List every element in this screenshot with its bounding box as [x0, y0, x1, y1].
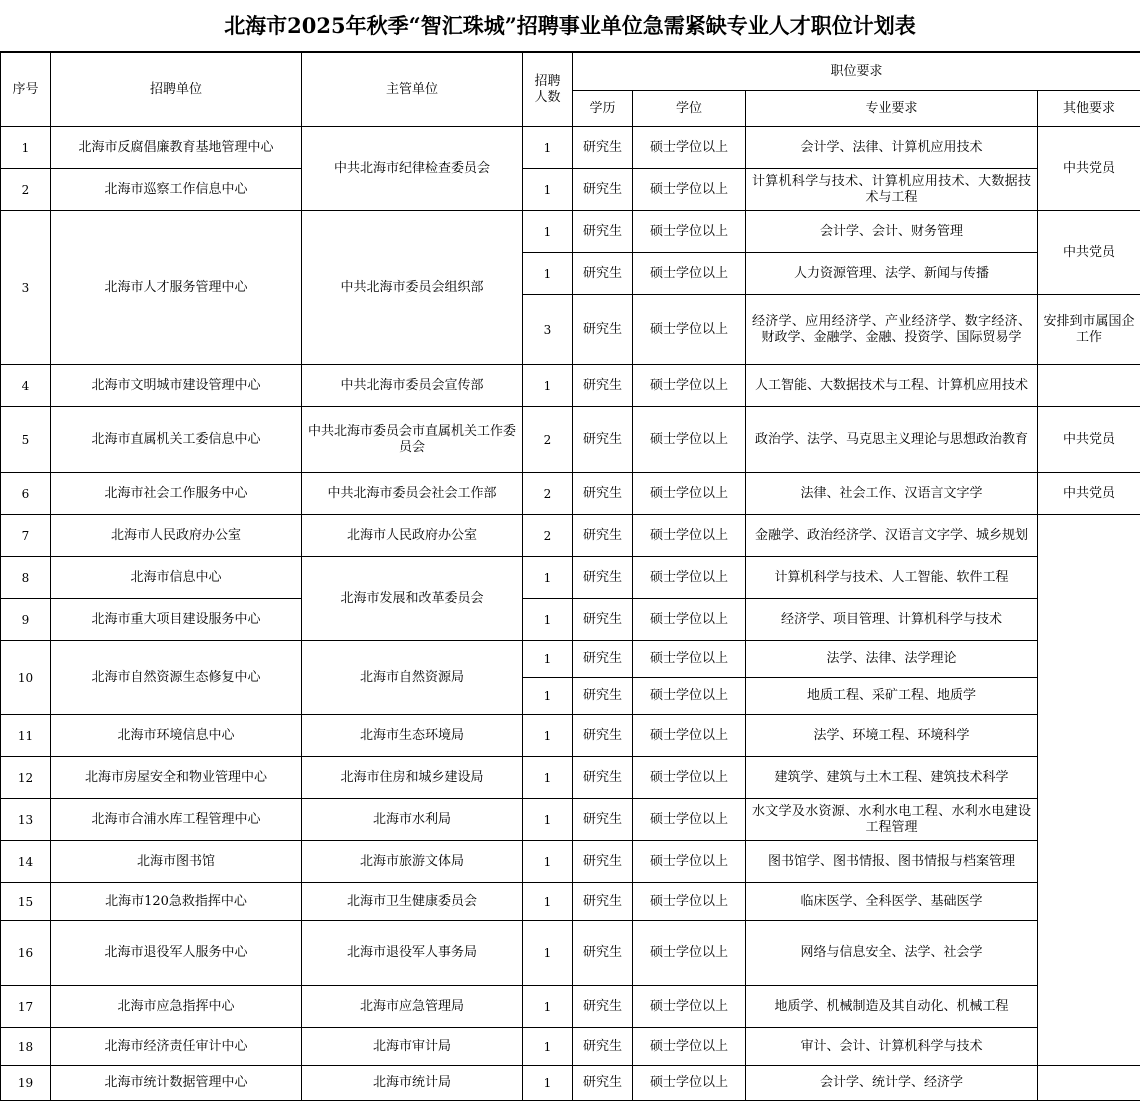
unit-cell: 北海市房屋安全和物业管理中心 [51, 757, 302, 799]
major-cell [746, 921, 1038, 986]
unit-cell: 北海市人民政府办公室 [51, 515, 302, 557]
degree-cell: 硕士学位以上 [633, 515, 746, 557]
seq-cell: 6 [1, 473, 51, 515]
count-cell: 1 [523, 641, 573, 678]
education-cell: 研究生 [573, 211, 633, 253]
degree-cell: 硕士学位以上 [633, 715, 746, 757]
degree-cell: 硕士学位以上 [633, 295, 746, 365]
major-cell [746, 557, 1038, 599]
education-cell: 研究生 [573, 715, 633, 757]
degree-cell: 硕士学位以上 [633, 921, 746, 986]
admin-cell: 中共北海市委员会市直属机关工作委员会 [302, 407, 523, 473]
unit-cell: 北海市文明城市建设管理中心 [51, 365, 302, 407]
table-row [1, 211, 1140, 253]
education-cell: 研究生 [573, 757, 633, 799]
major-cell [746, 715, 1038, 757]
education-cell: 研究生 [573, 407, 633, 473]
seq-cell: 15 [1, 883, 51, 921]
other-cell: 中共党员 [1038, 473, 1140, 515]
table-row [1, 986, 1140, 1028]
header-count-label: 招聘人数 [533, 74, 563, 106]
major-text: 图书馆学、图书情报、图书情报与档案管理 [752, 854, 1031, 870]
other-cell: 中共党员 [1038, 211, 1140, 295]
major-text: 法律、社会工作、汉语言文字学 [752, 486, 1031, 502]
major-text: 会计学、法律、计算机应用技术 [752, 140, 1031, 156]
table-row [1, 365, 1140, 407]
count-cell: 1 [523, 211, 573, 253]
page-title: 北海市2025年秋季“智汇珠城”招聘事业单位急需紧缺专业人才职位计划表 [0, 0, 1140, 52]
degree-cell: 硕士学位以上 [633, 1066, 746, 1101]
unit-cell: 北海市自然资源生态修复中心 [51, 641, 302, 715]
seq-cell: 11 [1, 715, 51, 757]
education-cell: 研究生 [573, 678, 633, 715]
header-other: 其他要求 [1038, 91, 1140, 127]
major-cell [746, 169, 1038, 211]
unit-cell: 北海市巡察工作信息中心 [51, 169, 302, 211]
education-cell: 研究生 [573, 599, 633, 641]
positions-table [0, 52, 1140, 1101]
education-cell: 研究生 [573, 986, 633, 1028]
major-cell [746, 473, 1038, 515]
unit-cell: 北海市应急指挥中心 [51, 986, 302, 1028]
seq-cell: 7 [1, 515, 51, 557]
education-cell: 研究生 [573, 799, 633, 841]
table-row [1, 841, 1140, 883]
seq-cell: 4 [1, 365, 51, 407]
degree-cell: 硕士学位以上 [633, 365, 746, 407]
major-text: 审计、会计、计算机科学与技术 [752, 1039, 1031, 1055]
unit-cell: 北海市合浦水库工程管理中心 [51, 799, 302, 841]
degree-cell: 硕士学位以上 [633, 557, 746, 599]
major-text: 地质工程、采矿工程、地质学 [752, 688, 1031, 704]
admin-cell: 中共北海市纪律检查委员会 [302, 127, 523, 211]
count-cell: 2 [523, 515, 573, 557]
seq-cell: 18 [1, 1028, 51, 1066]
seq-cell: 14 [1, 841, 51, 883]
degree-cell: 硕士学位以上 [633, 1028, 746, 1066]
admin-cell: 北海市自然资源局 [302, 641, 523, 715]
major-text: 建筑学、建筑与土木工程、建筑技术科学 [752, 770, 1031, 786]
major-text: 网络与信息安全、法学、社会学 [752, 945, 1031, 961]
admin-cell: 北海市住房和城乡建设局 [302, 757, 523, 799]
degree-cell: 硕士学位以上 [633, 841, 746, 883]
count-cell: 1 [523, 715, 573, 757]
degree-cell: 硕士学位以上 [633, 407, 746, 473]
education-cell: 研究生 [573, 515, 633, 557]
other-cell [1038, 365, 1140, 407]
count-cell: 1 [523, 1066, 573, 1101]
seq-cell: 2 [1, 169, 51, 211]
table-row [1, 557, 1140, 599]
education-cell: 研究生 [573, 883, 633, 921]
education-cell: 研究生 [573, 641, 633, 678]
major-cell [746, 295, 1038, 365]
admin-cell: 北海市退役军人事务局 [302, 921, 523, 986]
table-row [1, 599, 1140, 641]
unit-cell: 北海市反腐倡廉教育基地管理中心 [51, 127, 302, 169]
major-text: 经济学、应用经济学、产业经济学、数字经济、财政学、金融学、金融、投资学、国际贸易学 [752, 314, 1031, 346]
major-text: 计算机科学与技术、人工智能、软件工程 [752, 570, 1031, 586]
table-row [1, 641, 1140, 678]
seq-cell: 17 [1, 986, 51, 1028]
major-cell [746, 515, 1038, 557]
major-text: 人力资源管理、法学、新闻与传播 [752, 266, 1031, 282]
count-cell: 1 [523, 921, 573, 986]
degree-cell: 硕士学位以上 [633, 799, 746, 841]
admin-cell: 北海市生态环境局 [302, 715, 523, 757]
major-cell [746, 641, 1038, 678]
major-text: 会计学、会计、财务管理 [752, 224, 1031, 240]
degree-cell: 硕士学位以上 [633, 169, 746, 211]
major-text: 地质学、机械制造及其自动化、机械工程 [752, 999, 1031, 1015]
unit-cell: 北海市120急救指挥中心 [51, 883, 302, 921]
admin-cell: 北海市人民政府办公室 [302, 515, 523, 557]
degree-cell: 硕士学位以上 [633, 641, 746, 678]
table-row [1, 169, 1140, 211]
count-cell: 1 [523, 253, 573, 295]
major-cell [746, 127, 1038, 169]
education-cell: 研究生 [573, 365, 633, 407]
major-text: 会计学、统计学、经济学 [752, 1075, 1031, 1091]
major-text: 金融学、政治经济学、汉语言文字学、城乡规划 [752, 528, 1031, 544]
unit-cell: 北海市社会工作服务中心 [51, 473, 302, 515]
education-cell: 研究生 [573, 1066, 633, 1101]
education-cell: 研究生 [573, 127, 633, 169]
header-unit: 招聘单位 [51, 53, 302, 127]
admin-cell: 中共北海市委员会宣传部 [302, 365, 523, 407]
header-requirements: 职位要求 [573, 53, 1140, 91]
header-education: 学历 [573, 91, 633, 127]
unit-cell: 北海市信息中心 [51, 557, 302, 599]
seq-cell: 1 [1, 127, 51, 169]
count-cell: 1 [523, 799, 573, 841]
count-cell: 1 [523, 986, 573, 1028]
major-cell [746, 599, 1038, 641]
table-row [1, 921, 1140, 986]
admin-cell: 北海市水利局 [302, 799, 523, 841]
table-row [1, 473, 1140, 515]
seq-cell: 5 [1, 407, 51, 473]
table-row [1, 799, 1140, 841]
education-cell: 研究生 [573, 295, 633, 365]
table-row [1, 757, 1140, 799]
count-cell: 1 [523, 169, 573, 211]
major-cell [746, 407, 1038, 473]
count-cell: 1 [523, 1028, 573, 1066]
other-cell: 中共党员 [1038, 407, 1140, 473]
table-row [1, 515, 1140, 557]
major-text: 法学、环境工程、环境科学 [752, 728, 1031, 744]
seq-cell: 12 [1, 757, 51, 799]
major-cell [746, 365, 1038, 407]
degree-cell: 硕士学位以上 [633, 127, 746, 169]
degree-cell: 硕士学位以上 [633, 473, 746, 515]
major-cell [746, 757, 1038, 799]
count-cell: 1 [523, 841, 573, 883]
other-cell: 中共党员 [1038, 127, 1140, 211]
count-cell: 1 [523, 365, 573, 407]
admin-cell: 北海市发展和改革委员会 [302, 557, 523, 641]
header-degree: 学位 [633, 91, 746, 127]
major-cell [746, 678, 1038, 715]
header-major: 专业要求 [746, 91, 1038, 127]
admin-cell: 北海市旅游文体局 [302, 841, 523, 883]
education-cell: 研究生 [573, 557, 633, 599]
admin-cell: 中共北海市委员会组织部 [302, 211, 523, 365]
table-row [1, 883, 1140, 921]
education-cell: 研究生 [573, 841, 633, 883]
unit-cell: 北海市经济责任审计中心 [51, 1028, 302, 1066]
table-row [1, 407, 1140, 473]
header-seq: 序号 [1, 53, 51, 127]
other-cell: 安排到市属国企工作 [1038, 295, 1140, 365]
major-cell [746, 883, 1038, 921]
count-cell: 1 [523, 127, 573, 169]
header-admin: 主管单位 [302, 53, 523, 127]
major-text: 临床医学、全科医学、基础医学 [752, 894, 1031, 910]
other-cell [1038, 515, 1140, 1066]
major-cell [746, 1066, 1038, 1101]
unit-cell: 北海市退役军人服务中心 [51, 921, 302, 986]
major-cell [746, 1028, 1038, 1066]
unit-cell: 北海市统计数据管理中心 [51, 1066, 302, 1101]
admin-cell: 北海市应急管理局 [302, 986, 523, 1028]
degree-cell: 硕士学位以上 [633, 253, 746, 295]
degree-cell: 硕士学位以上 [633, 883, 746, 921]
education-cell: 研究生 [573, 473, 633, 515]
table-row [1, 715, 1140, 757]
seq-cell: 10 [1, 641, 51, 715]
degree-cell: 硕士学位以上 [633, 678, 746, 715]
seq-cell: 19 [1, 1066, 51, 1101]
table-row [1, 1028, 1140, 1066]
unit-cell: 北海市图书馆 [51, 841, 302, 883]
major-text: 经济学、项目管理、计算机科学与技术 [752, 612, 1031, 628]
seq-cell: 16 [1, 921, 51, 986]
degree-cell: 硕士学位以上 [633, 757, 746, 799]
major-cell [746, 211, 1038, 253]
degree-cell: 硕士学位以上 [633, 599, 746, 641]
major-text: 人工智能、大数据技术与工程、计算机应用技术 [752, 378, 1031, 394]
major-cell [746, 253, 1038, 295]
count-cell: 2 [523, 407, 573, 473]
count-cell: 1 [523, 757, 573, 799]
seq-cell: 3 [1, 211, 51, 365]
seq-cell: 8 [1, 557, 51, 599]
education-cell: 研究生 [573, 169, 633, 211]
unit-cell: 北海市直属机关工委信息中心 [51, 407, 302, 473]
header-count [523, 53, 573, 127]
degree-cell: 硕士学位以上 [633, 986, 746, 1028]
count-cell: 1 [523, 883, 573, 921]
major-cell [746, 986, 1038, 1028]
major-text: 水文学及水资源、水利水电工程、水利水电建设工程管理 [752, 804, 1031, 836]
seq-cell: 9 [1, 599, 51, 641]
count-cell: 1 [523, 599, 573, 641]
degree-cell: 硕士学位以上 [633, 211, 746, 253]
table-row [1, 1066, 1140, 1101]
admin-cell: 北海市卫生健康委员会 [302, 883, 523, 921]
major-text: 计算机科学与技术、计算机应用技术、大数据技术与工程 [752, 174, 1031, 206]
education-cell: 研究生 [573, 921, 633, 986]
major-text: 政治学、法学、马克思主义理论与思想政治教育 [752, 432, 1031, 448]
other-cell [1038, 1066, 1140, 1101]
table-row [1, 127, 1140, 169]
count-cell: 1 [523, 557, 573, 599]
major-cell [746, 799, 1038, 841]
admin-cell: 北海市审计局 [302, 1028, 523, 1066]
seq-cell: 13 [1, 799, 51, 841]
unit-cell: 北海市环境信息中心 [51, 715, 302, 757]
education-cell: 研究生 [573, 1028, 633, 1066]
count-cell: 3 [523, 295, 573, 365]
education-cell: 研究生 [573, 253, 633, 295]
unit-cell: 北海市人才服务管理中心 [51, 211, 302, 365]
count-cell: 2 [523, 473, 573, 515]
major-text: 法学、法律、法学理论 [752, 651, 1031, 667]
count-cell: 1 [523, 678, 573, 715]
admin-cell: 中共北海市委员会社会工作部 [302, 473, 523, 515]
major-cell [746, 841, 1038, 883]
unit-cell: 北海市重大项目建设服务中心 [51, 599, 302, 641]
admin-cell: 北海市统计局 [302, 1066, 523, 1101]
